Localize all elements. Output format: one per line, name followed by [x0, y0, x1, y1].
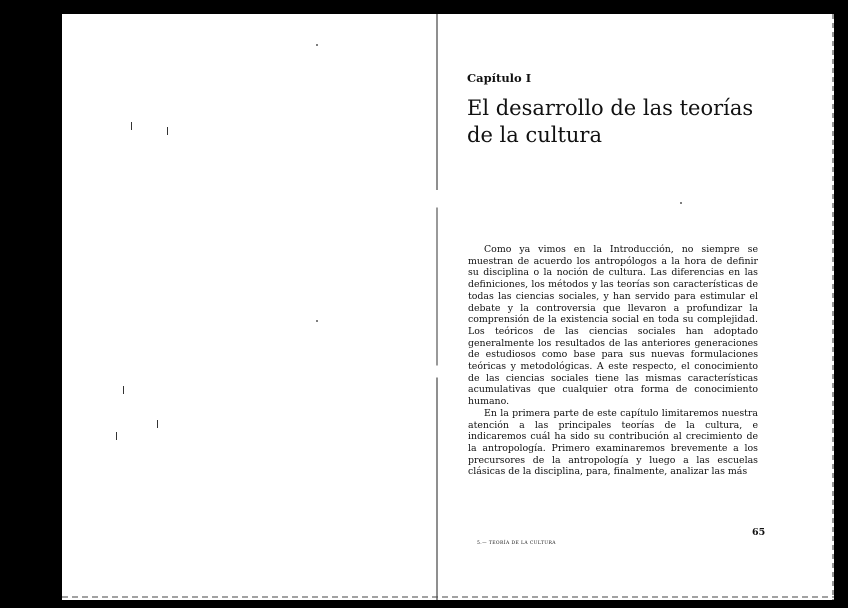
left-page [62, 14, 437, 600]
scan-dot [680, 202, 682, 204]
chapter-label: Capítulo I [467, 71, 532, 85]
chapter-title-line-1: El desarrollo de las teorías [467, 96, 754, 120]
scan-speck [157, 420, 158, 428]
paragraph-2: En la primera parte de este capítulo limitaremos nuestra atención a las principales teorías de la cultura, e indicaremos cuál ha sido su contribución al crecimiento de la antropología. Primero examinaremos brevemente a los precursores de la antropología y luego a las escuelas clásicas de la disciplina, para, finalmente, analizar las más [468, 407, 758, 478]
page-number: 65 [752, 527, 766, 538]
scan-speck [131, 122, 132, 130]
scan-speck [123, 386, 124, 394]
paragraph-1: Como ya vimos en la Introducción, no siempre se muestran de acuerdo los antropólogos a la hora de definir su disciplina o la noción de cultura. Las diferencias en las definiciones, los métodos y las teorías son características de todas las ciencias sociales, y han servido para estimular el debate y la controversia que llevaron a profundizar la comprensión de la existencia social en toda su complejidad. Los teóricos de las ciencias sociales han adoptado generalmente los resultados de las anteriores generaciones de estudiosos como base para sus nuevas formulaciones teóricas y metodológicas. A este respecto, el conocimiento de las ciencias sociales tiene las mismas características acumulativas que cualquier otra forma de conocimiento humano. [468, 244, 758, 408]
chapter-title [467, 95, 797, 149]
scan-speck [167, 127, 168, 135]
scan-dot [316, 320, 318, 322]
chapter-title-line-2: de la cultura [467, 123, 602, 147]
page-edge [832, 14, 834, 600]
body-text [468, 244, 758, 478]
book-gutter [436, 14, 438, 600]
scan-speck [116, 432, 117, 440]
scan-dot [316, 44, 318, 46]
footer-signature: 5.— TEORÍA DE LA CULTURA [477, 541, 556, 546]
bottom-page-edge [62, 596, 834, 598]
